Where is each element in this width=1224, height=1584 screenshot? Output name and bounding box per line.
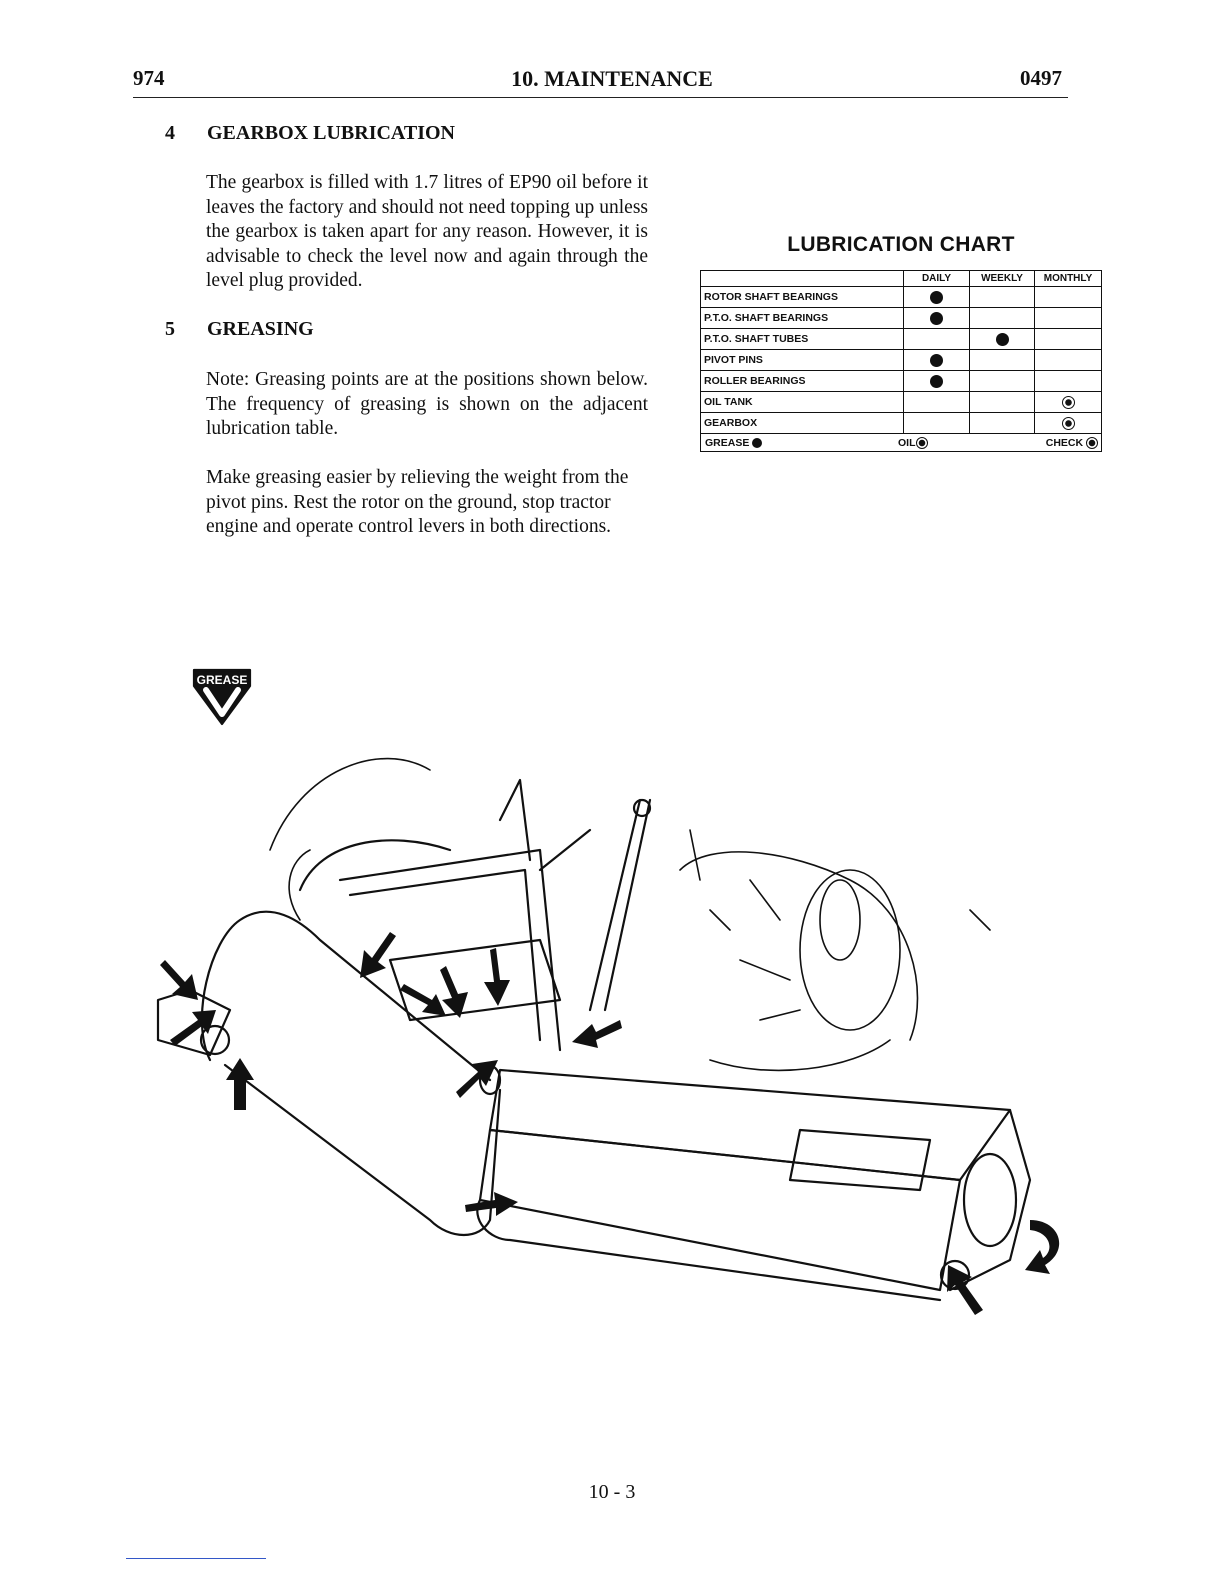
cell-daily (904, 392, 970, 413)
section-number: 5 (165, 318, 175, 340)
cell-monthly (1035, 287, 1102, 308)
section-paragraph: The gearbox is filled with 1.7 litres of EP90 oil before it leaves the factory and should not need topping up unless the gearbox is taken apart for any reason. However, it is advisable to check the level now and again through the level plug provided. (206, 172, 648, 291)
header-revision: 0497 (1020, 66, 1062, 90)
grease-icon (930, 375, 943, 388)
oil-icon (916, 437, 928, 449)
column-header: WEEKLY (970, 271, 1035, 287)
tractor-wheel (270, 759, 990, 1071)
cell-weekly (970, 329, 1035, 350)
grease-badge (194, 670, 250, 724)
cell-weekly (970, 350, 1035, 371)
check-icon (1062, 417, 1075, 430)
legend-grease: GREASE (705, 437, 762, 449)
legend-check: CHECK (1046, 437, 1098, 449)
cell-monthly (1035, 350, 1102, 371)
section-number: 4 (165, 122, 175, 144)
grease-icon (752, 438, 762, 448)
row-label: GEARBOX (701, 413, 904, 434)
cell-monthly (1035, 329, 1102, 350)
cell-monthly (1035, 392, 1102, 413)
cell-daily (904, 413, 970, 434)
grease-icon (930, 312, 943, 325)
row-label: P.T.O. SHAFT TUBES (701, 329, 904, 350)
page-number: 10 - 3 (588, 1481, 636, 1503)
header-title: 10. MAINTENANCE (511, 66, 713, 91)
grease-icon (930, 291, 943, 304)
row-label: P.T.O. SHAFT BEARINGS (701, 308, 904, 329)
cell-weekly (970, 392, 1035, 413)
table-row (701, 413, 1102, 434)
legend-oil: OIL (898, 437, 928, 449)
row-label: ROLLER BEARINGS (701, 371, 904, 392)
table-header-row (701, 271, 1102, 287)
cell-weekly (970, 413, 1035, 434)
table-row (701, 308, 1102, 329)
row-label: ROTOR SHAFT BEARINGS (701, 287, 904, 308)
cell-weekly (970, 371, 1035, 392)
cell-daily (904, 350, 970, 371)
linkage-frame (300, 780, 650, 1050)
table-header-blank (701, 271, 904, 287)
table-row (701, 350, 1102, 371)
grease-icon (930, 354, 943, 367)
table-row (701, 371, 1102, 392)
row-label: OIL TANK (701, 392, 904, 413)
cell-weekly (970, 287, 1035, 308)
lubrication-table (700, 270, 1102, 452)
header-doc-number: 974 (133, 66, 165, 90)
side-arm (158, 912, 500, 1235)
cell-daily (904, 287, 970, 308)
cell-monthly (1035, 308, 1102, 329)
chart-title: LUBRICATION CHART (787, 233, 1015, 256)
header-rule (133, 97, 1068, 98)
greasing-points-illustration (150, 660, 1080, 1320)
section-paragraph: Note: Greasing points are at the positions shown below. The frequency of greasing is shown on the adjacent lubrication table. (206, 369, 648, 439)
table-row (701, 392, 1102, 413)
rotor-housing (477, 1066, 1030, 1300)
section-title: GEARBOX LUBRICATION (207, 122, 455, 144)
column-header: MONTHLY (1035, 271, 1102, 287)
check-icon (1062, 396, 1075, 409)
section-title: GREASING (207, 318, 314, 340)
grease-icon (996, 333, 1009, 346)
cell-monthly (1035, 371, 1102, 392)
column-header: DAILY (904, 271, 970, 287)
cell-daily (904, 308, 970, 329)
svg-text:GREASE: GREASE (196, 673, 248, 687)
footer-rule (126, 1558, 266, 1559)
legend-row (701, 434, 1102, 452)
cell-monthly (1035, 413, 1102, 434)
section-paragraph: Make greasing easier by relieving the weight from the pivot pins. Rest the rotor on the ground, stop tractor engine and operate control levers in both directions. (206, 467, 629, 537)
row-label: PIVOT PINS (701, 350, 904, 371)
cell-daily (904, 371, 970, 392)
cell-weekly (970, 308, 1035, 329)
table-row (701, 329, 1102, 350)
cell-daily (904, 329, 970, 350)
table-row (701, 287, 1102, 308)
check-icon (1086, 437, 1098, 449)
